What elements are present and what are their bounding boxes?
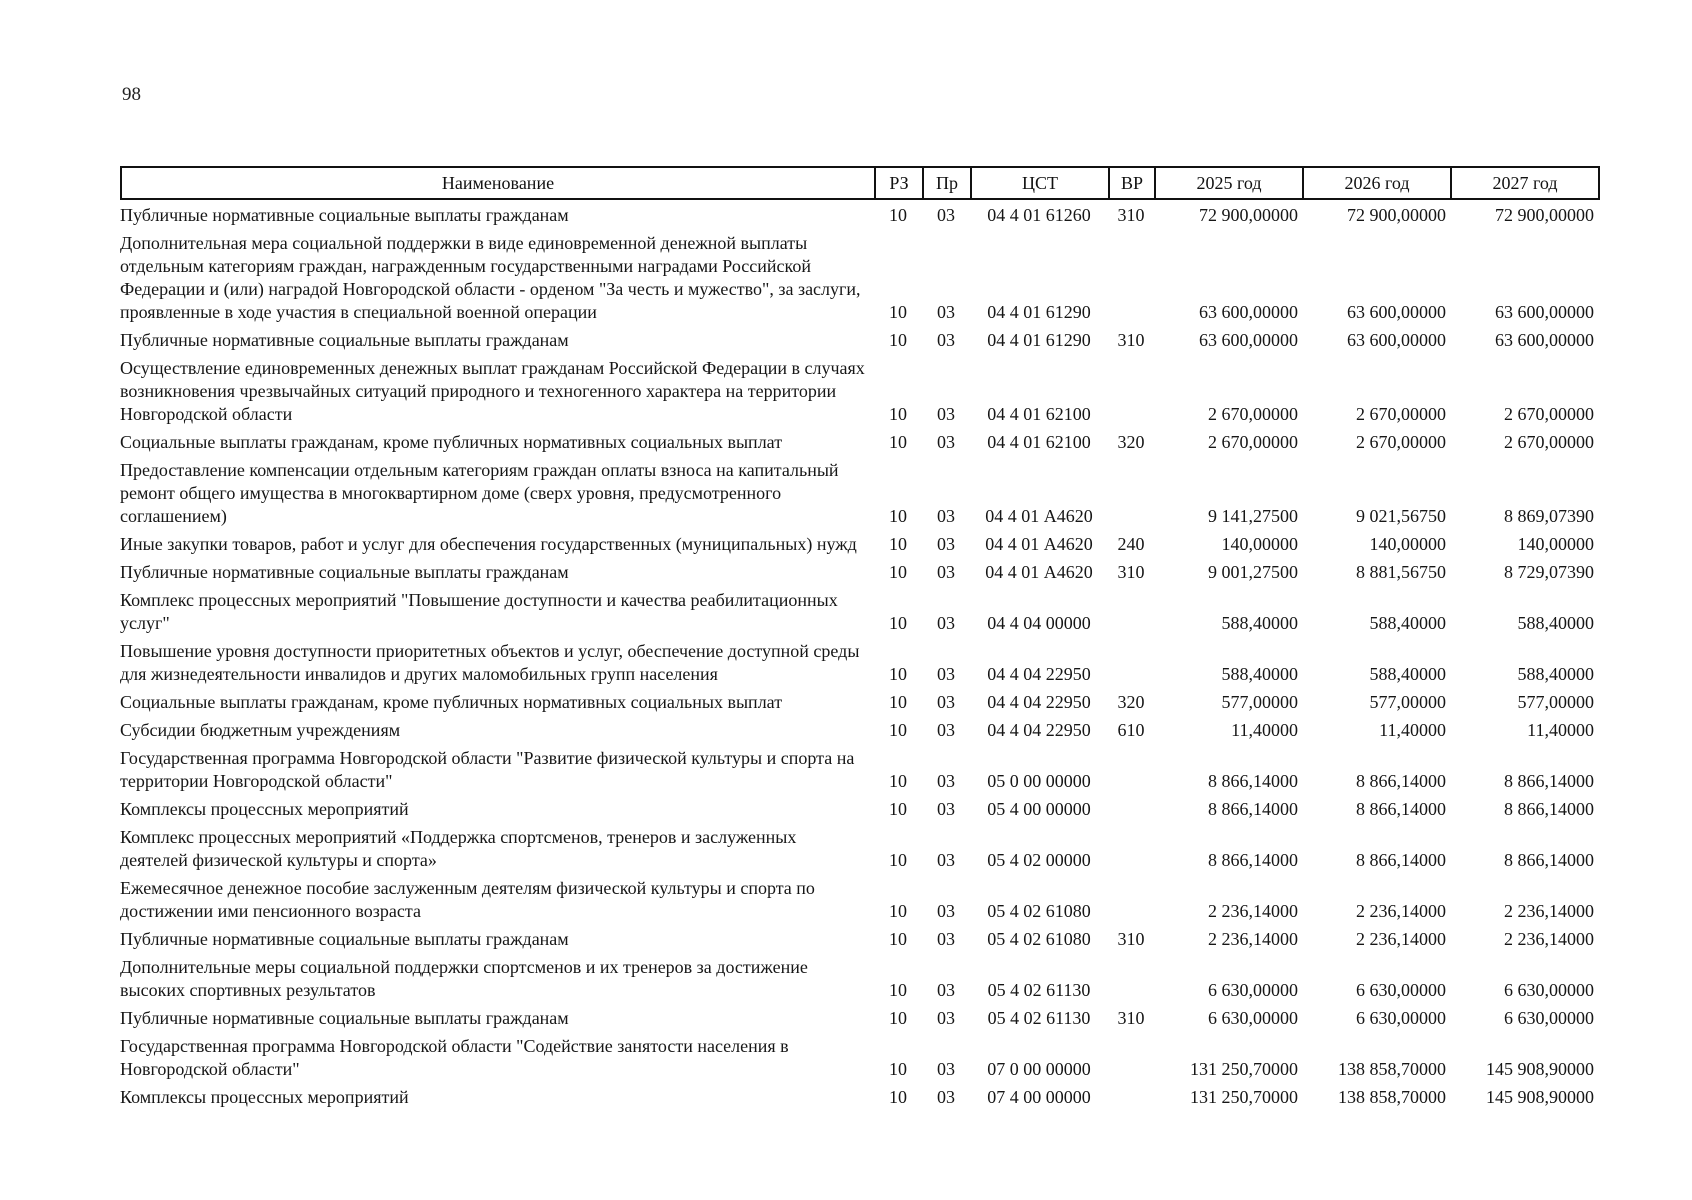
cell-vr	[1108, 586, 1154, 637]
cell-pr: 03	[937, 771, 955, 791]
cell-2027: 72 900,00000	[1495, 205, 1594, 225]
table-row	[120, 530, 1598, 558]
cell-pr: 03	[937, 1008, 955, 1028]
cell-cst: 04 4 01 А4620	[985, 506, 1093, 526]
cell-2025: 9 001,27500	[1208, 562, 1298, 582]
cell-name: Дополнительная мера социальной поддержки в виде единовременной денежной выплаты отдельным категориям граждан, награжденным государственными наградами Российской Федерации и (или) наградой Новгородской области - орденом "За честь и мужество", за заслуги, проявленные в ходе участия в специальной военной операции	[120, 233, 861, 322]
cell-cst: 04 4 01 62100	[987, 432, 1091, 452]
cell-name: Комплекс процессных мероприятий «Поддержка спортсменов, тренеров и заслуженных деятелей физической культуры и спорта»	[120, 827, 797, 870]
cell-2026: 8 881,56750	[1356, 562, 1446, 582]
cell-2025: 588,40000	[1221, 664, 1298, 684]
cell-2027: 6 630,00000	[1504, 980, 1594, 1000]
cell-pr: 03	[937, 664, 955, 684]
cell-vr: 240	[1117, 534, 1145, 554]
cell-cst: 04 4 01 А4620	[985, 562, 1093, 582]
cell-name: Комплексы процессных мероприятий	[120, 1087, 409, 1107]
table-row	[120, 925, 1598, 953]
cell-2025: 2 670,00000	[1208, 432, 1298, 452]
cell-2027: 2 670,00000	[1504, 432, 1594, 452]
cell-rz: 10	[889, 534, 907, 554]
table-row	[120, 744, 1598, 795]
cell-2026: 8 866,14000	[1356, 850, 1446, 870]
header-2025: 2025 год	[1155, 167, 1303, 199]
cell-rz: 10	[889, 1087, 907, 1107]
table-row	[120, 795, 1598, 823]
cell-cst: 04 4 04 22950	[987, 720, 1091, 740]
table-row	[120, 1083, 1598, 1111]
cell-cst: 04 4 01 61260	[987, 205, 1091, 225]
cell-cst: 04 4 04 22950	[987, 664, 1091, 684]
cell-rz: 10	[889, 1008, 907, 1028]
cell-2025: 2 670,00000	[1208, 404, 1298, 424]
cell-pr: 03	[937, 901, 955, 921]
cell-name: Иные закупки товаров, работ и услуг для обеспечения государственных (муниципальных) нужд	[120, 534, 857, 554]
cell-vr	[1108, 1083, 1154, 1111]
cell-cst: 04 4 04 22950	[987, 692, 1091, 712]
cell-2025: 8 866,14000	[1208, 799, 1298, 819]
cell-2027: 8 866,14000	[1504, 799, 1594, 819]
cell-vr: 310	[1117, 929, 1145, 949]
cell-2025: 11,40000	[1231, 720, 1298, 740]
cell-name: Осуществление единовременных денежных выплат гражданам Российской Федерации в случаях возникновения чрезвычайных ситуаций природного и техногенного характера на территории Новгородской области	[120, 358, 865, 424]
table-row	[120, 1032, 1598, 1083]
cell-cst: 07 4 00 00000	[987, 1087, 1091, 1107]
header-2026: 2026 год	[1303, 167, 1451, 199]
cell-rz: 10	[889, 980, 907, 1000]
cell-2027: 145 908,90000	[1486, 1087, 1594, 1107]
cell-pr: 03	[937, 850, 955, 870]
page-number: 98	[122, 84, 141, 105]
table-row	[120, 326, 1598, 354]
table-row	[120, 688, 1598, 716]
cell-2025: 63 600,00000	[1199, 302, 1298, 322]
cell-2027: 8 866,14000	[1504, 771, 1594, 791]
table-row	[120, 637, 1598, 688]
cell-pr: 03	[937, 404, 955, 424]
cell-name: Повышение уровня доступности приоритетных объектов и услуг, обеспечение доступной среды для жизнедеятельности инвалидов и других маломобильных групп населения	[120, 641, 860, 684]
cell-2026: 138 858,70000	[1338, 1087, 1446, 1107]
cell-vr	[1108, 744, 1154, 795]
cell-pr: 03	[937, 302, 955, 322]
cell-cst: 04 4 01 62100	[987, 404, 1091, 424]
cell-2026: 588,40000	[1369, 664, 1446, 684]
cell-pr: 03	[937, 205, 955, 225]
cell-2025: 577,00000	[1221, 692, 1298, 712]
cell-name: Государственная программа Новгородской области "Развитие физической культуры и спорта на территории Новгородской области"	[120, 748, 855, 791]
header-pr: Пр	[923, 167, 971, 199]
cell-vr	[1108, 795, 1154, 823]
table-row	[120, 201, 1598, 229]
cell-2027: 63 600,00000	[1495, 330, 1594, 350]
cell-vr: 310	[1117, 330, 1145, 350]
cell-vr	[1108, 456, 1154, 530]
cell-2026: 2 236,14000	[1356, 929, 1446, 949]
cell-name: Ежемесячное денежное пособие заслуженным деятелям физической культуры и спорта по достижении ими пенсионного возраста	[120, 878, 815, 921]
cell-name: Публичные нормативные социальные выплаты гражданам	[120, 929, 569, 949]
cell-name: Публичные нормативные социальные выплаты гражданам	[120, 205, 569, 225]
cell-2026: 6 630,00000	[1356, 980, 1446, 1000]
cell-vr: 310	[1117, 1008, 1145, 1028]
cell-2025: 131 250,70000	[1190, 1059, 1298, 1079]
table-body	[120, 201, 1598, 1111]
cell-rz: 10	[889, 850, 907, 870]
header-vr: ВР	[1109, 167, 1155, 199]
cell-2025: 8 866,14000	[1208, 771, 1298, 791]
cell-2025: 9 141,27500	[1208, 506, 1298, 526]
cell-2026: 9 021,56750	[1356, 506, 1446, 526]
cell-2026: 8 866,14000	[1356, 771, 1446, 791]
cell-pr: 03	[937, 534, 955, 554]
header-cst: ЦСТ	[971, 167, 1109, 199]
cell-cst: 05 4 02 61130	[987, 1008, 1091, 1028]
cell-vr: 610	[1117, 720, 1145, 740]
cell-name: Предоставление компенсации отдельным категориям граждан оплаты взноса на капитальный ремонт общего имущества в многоквартирном доме (сверх уровня, предусмотренного соглашением)	[120, 460, 839, 526]
cell-rz: 10	[889, 692, 907, 712]
cell-pr: 03	[937, 506, 955, 526]
table-row	[120, 1004, 1598, 1032]
table-row	[120, 558, 1598, 586]
header-2027: 2027 год	[1451, 167, 1599, 199]
cell-pr: 03	[937, 720, 955, 740]
cell-vr	[1108, 823, 1154, 874]
cell-2027: 2 236,14000	[1504, 929, 1594, 949]
cell-2027: 2 670,00000	[1504, 404, 1594, 424]
cell-2025: 140,00000	[1221, 534, 1298, 554]
cell-2025: 2 236,14000	[1208, 901, 1298, 921]
cell-2026: 63 600,00000	[1347, 330, 1446, 350]
cell-2025: 588,40000	[1221, 613, 1298, 633]
cell-rz: 10	[889, 771, 907, 791]
cell-name: Субсидии бюджетным учреждениям	[120, 720, 401, 740]
cell-name: Комплекс процессных мероприятий "Повышение доступности и качества реабилитационных услуг"	[120, 590, 838, 633]
cell-2026: 138 858,70000	[1338, 1059, 1446, 1079]
cell-vr	[1108, 229, 1154, 326]
cell-vr	[1108, 354, 1154, 428]
cell-rz: 10	[889, 562, 907, 582]
cell-name: Публичные нормативные социальные выплаты гражданам	[120, 562, 569, 582]
cell-2026: 577,00000	[1369, 692, 1446, 712]
cell-name: Дополнительные меры социальной поддержки спортсменов и их тренеров за достижение высоких спортивных результатов	[120, 957, 808, 1000]
cell-2026: 11,40000	[1379, 720, 1446, 740]
cell-2027: 588,40000	[1517, 613, 1594, 633]
cell-2027: 2 236,14000	[1504, 901, 1594, 921]
cell-rz: 10	[889, 205, 907, 225]
cell-rz: 10	[889, 330, 907, 350]
table-row	[120, 354, 1598, 428]
header-rz: РЗ	[875, 167, 923, 199]
cell-cst: 05 4 02 61130	[987, 980, 1091, 1000]
cell-rz: 10	[889, 302, 907, 322]
header-name: Наименование	[121, 167, 875, 199]
cell-name: Государственная программа Новгородской области "Содействие занятости населения в Новгородской области"	[120, 1036, 789, 1079]
cell-name: Социальные выплаты гражданам, кроме публичных нормативных социальных выплат	[120, 432, 783, 452]
cell-2027: 8 729,07390	[1504, 562, 1594, 582]
cell-2025: 6 630,00000	[1208, 980, 1298, 1000]
cell-rz: 10	[889, 613, 907, 633]
cell-2027: 8 866,14000	[1504, 850, 1594, 870]
cell-vr	[1108, 637, 1154, 688]
cell-cst: 05 4 00 00000	[987, 799, 1091, 819]
cell-pr: 03	[937, 1059, 955, 1079]
cell-rz: 10	[889, 929, 907, 949]
cell-rz: 10	[889, 720, 907, 740]
cell-2026: 6 630,00000	[1356, 1008, 1446, 1028]
cell-name: Публичные нормативные социальные выплаты гражданам	[120, 330, 569, 350]
table-row	[120, 874, 1598, 925]
cell-vr: 310	[1117, 562, 1145, 582]
cell-cst: 04 4 04 00000	[987, 613, 1091, 633]
table-row	[120, 586, 1598, 637]
cell-2026: 588,40000	[1369, 613, 1446, 633]
cell-2025: 63 600,00000	[1199, 330, 1298, 350]
cell-2026: 2 236,14000	[1356, 901, 1446, 921]
cell-2027: 63 600,00000	[1495, 302, 1594, 322]
cell-rz: 10	[889, 506, 907, 526]
cell-name: Комплексы процессных мероприятий	[120, 799, 409, 819]
table-row	[120, 456, 1598, 530]
cell-pr: 03	[937, 613, 955, 633]
table-row	[120, 229, 1598, 326]
cell-2026: 140,00000	[1369, 534, 1446, 554]
cell-cst: 04 4 01 61290	[987, 302, 1091, 322]
cell-pr: 03	[937, 692, 955, 712]
cell-vr: 310	[1117, 205, 1145, 225]
cell-vr	[1108, 1032, 1154, 1083]
cell-2027: 588,40000	[1517, 664, 1594, 684]
cell-pr: 03	[937, 562, 955, 582]
table-row	[120, 953, 1598, 1004]
cell-pr: 03	[937, 799, 955, 819]
cell-pr: 03	[937, 1087, 955, 1107]
cell-name: Публичные нормативные социальные выплаты гражданам	[120, 1008, 569, 1028]
cell-rz: 10	[889, 901, 907, 921]
cell-2026: 63 600,00000	[1347, 302, 1446, 322]
cell-2025: 2 236,14000	[1208, 929, 1298, 949]
cell-cst: 04 4 01 А4620	[985, 534, 1093, 554]
cell-vr: 320	[1117, 692, 1145, 712]
cell-vr: 320	[1117, 432, 1145, 452]
cell-pr: 03	[937, 330, 955, 350]
cell-2027: 140,00000	[1517, 534, 1594, 554]
cell-rz: 10	[889, 1059, 907, 1079]
cell-cst: 05 4 02 61080	[987, 901, 1091, 921]
cell-rz: 10	[889, 664, 907, 684]
cell-cst: 07 0 00 00000	[987, 1059, 1091, 1079]
cell-2025: 8 866,14000	[1208, 850, 1298, 870]
cell-name: Социальные выплаты гражданам, кроме публичных нормативных социальных выплат	[120, 692, 783, 712]
table-row	[120, 716, 1598, 744]
cell-2026: 2 670,00000	[1356, 432, 1446, 452]
cell-2026: 8 866,14000	[1356, 799, 1446, 819]
cell-2026: 2 670,00000	[1356, 404, 1446, 424]
table-row	[120, 823, 1598, 874]
cell-2027: 577,00000	[1517, 692, 1594, 712]
cell-2025: 6 630,00000	[1208, 1008, 1298, 1028]
cell-cst: 05 0 00 00000	[987, 771, 1091, 791]
table-row	[120, 428, 1598, 456]
cell-rz: 10	[889, 404, 907, 424]
cell-pr: 03	[937, 432, 955, 452]
cell-2026: 72 900,00000	[1347, 205, 1446, 225]
cell-2027: 145 908,90000	[1486, 1059, 1594, 1079]
cell-vr	[1108, 874, 1154, 925]
cell-vr	[1108, 953, 1154, 1004]
budget-table	[120, 201, 1598, 1111]
cell-2027: 8 869,07390	[1504, 506, 1594, 526]
cell-rz: 10	[889, 432, 907, 452]
cell-2025: 131 250,70000	[1190, 1087, 1298, 1107]
table-header	[120, 166, 1600, 200]
cell-pr: 03	[937, 929, 955, 949]
cell-rz: 10	[889, 799, 907, 819]
cell-cst: 05 4 02 61080	[987, 929, 1091, 949]
cell-2027: 6 630,00000	[1504, 1008, 1594, 1028]
cell-cst: 04 4 01 61290	[987, 330, 1091, 350]
cell-2025: 72 900,00000	[1199, 205, 1298, 225]
cell-pr: 03	[937, 980, 955, 1000]
cell-2027: 11,40000	[1527, 720, 1594, 740]
cell-cst: 05 4 02 00000	[987, 850, 1091, 870]
